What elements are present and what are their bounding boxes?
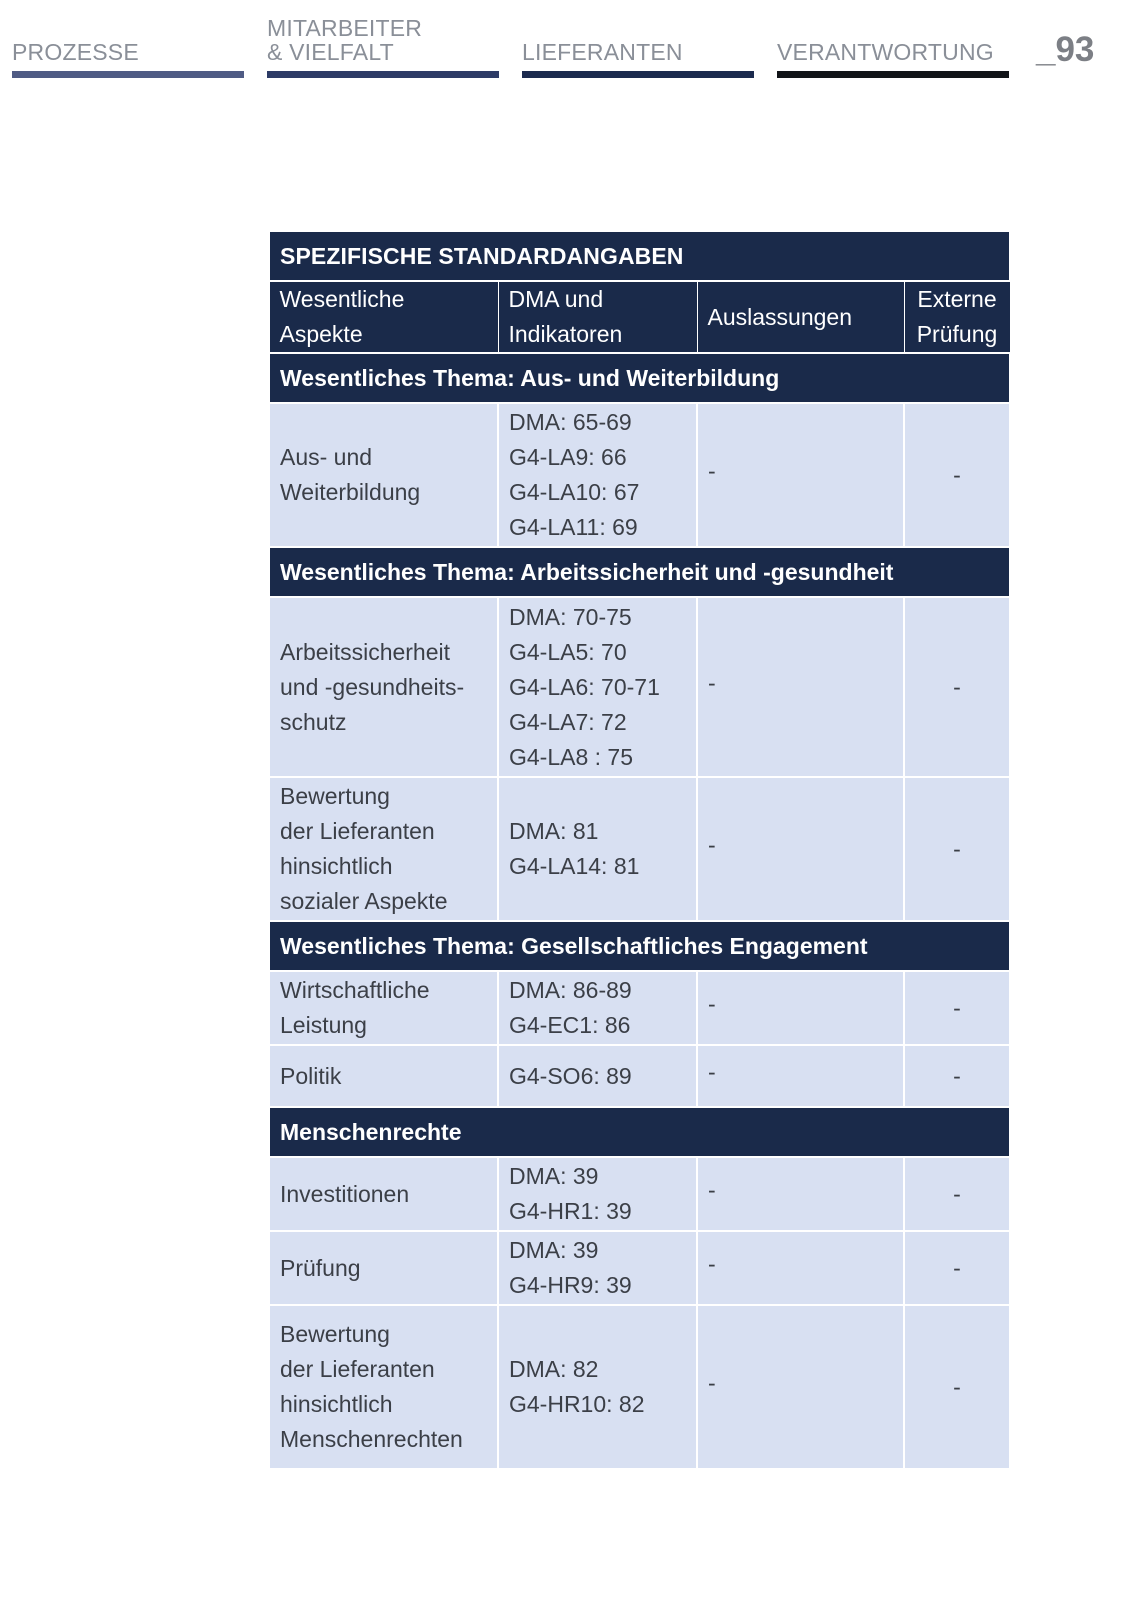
nav-tab-verantwortung[interactable] [777,0,1009,78]
column-header-aspects [269,281,498,353]
omissions-text: - [708,1176,716,1203]
nav-tab-bar [267,71,499,78]
column-header-label: DMA und Indikatoren [508,286,623,347]
aspect-text: Arbeitssicherheit und -gesundheits- schutz [280,638,465,735]
assurance-cell [904,403,1010,547]
nav-tab-prozesse[interactable] [12,0,244,78]
page-number: _93 [1036,30,1095,69]
indicators-text: DMA: 39 G4-HR9: 39 [509,1237,632,1298]
assurance-cell [904,777,1010,921]
omissions-text: - [708,1058,716,1085]
nav-tab-label: LIEFERANTEN [522,39,683,65]
aspect-cell [269,403,498,547]
aspect-cell [269,971,498,1045]
nav-tab-label: VERANTWORTUNG [777,39,994,65]
section-heading: Wesentliches Thema: Arbeitssicherheit und -gesundheit [269,547,1010,597]
column-header-indicators [498,281,697,353]
aspect-text: Aus- und Weiterbildung [280,444,421,505]
aspect-cell [269,1157,498,1231]
omissions-text: - [708,1369,716,1396]
assurance-cell [904,1045,1010,1107]
assurance-cell [904,1305,1010,1469]
indicators-text: DMA: 65-69 G4-LA9: 66 G4-LA10: 67 G4-LA11: 69 [509,409,640,540]
column-header-label: Wesentliche Aspekte [279,286,405,347]
aspect-text: Wirtschaftliche Leistung [280,977,430,1038]
aspect-cell [269,1045,498,1107]
indicators-text: DMA: 86-89 G4-EC1: 86 [509,977,632,1038]
aspect-text: Politik [280,1062,342,1089]
indicators-cell [498,1305,697,1469]
section-heading-row [269,1107,1010,1157]
nav-tab-bar [12,71,244,78]
assurance-text: - [953,1254,961,1281]
assurance-text: - [953,461,961,488]
table-row [269,1157,1010,1231]
omissions-cell [697,1157,904,1231]
table-row [269,597,1010,777]
omissions-text: - [708,1250,716,1277]
nav-tab-label: MITARBEITER & VIELFALT [267,15,423,65]
nav-tab-bar [777,71,1009,78]
assurance-text: - [953,673,961,700]
assurance-cell [904,597,1010,777]
indicators-text: DMA: 39 G4-HR1: 39 [509,1163,632,1224]
assurance-cell [904,971,1010,1045]
aspect-text: Bewertung der Lieferanten hinsichtlich Menschenrechten [280,1321,463,1452]
indicators-cell [498,1157,697,1231]
table-row [269,1045,1010,1107]
column-header-row [269,281,1010,353]
nav-tab-lieferanten[interactable] [522,0,754,78]
assurance-text: - [953,1373,961,1400]
omissions-cell [697,971,904,1045]
section-heading: Menschenrechte [269,1107,1010,1157]
omissions-text: - [708,457,716,484]
omissions-cell [697,597,904,777]
table-row [269,777,1010,921]
indicators-cell [498,971,697,1045]
indicators-text: DMA: 70-75 G4-LA5: 70 G4-LA6: 70-71 G4-LA7: 72 G4-LA8 : 75 [509,603,660,770]
indicators-cell [498,1045,697,1107]
indicators-text: DMA: 81 G4-LA14: 81 [509,818,640,879]
table-title-row [269,231,1010,281]
assurance-cell [904,1157,1010,1231]
assurance-text: - [953,1062,961,1089]
omissions-text: - [708,831,716,858]
aspect-cell [269,597,498,777]
omissions-cell [697,403,904,547]
aspect-text: Bewertung der Lieferanten hinsichtlich sozialer Aspekte [280,783,448,914]
aspect-cell [269,777,498,921]
table-row [269,403,1010,547]
aspect-cell [269,1305,498,1469]
section-heading-row [269,921,1010,971]
indicators-cell [498,1231,697,1305]
omissions-cell [697,777,904,921]
section-heading: Wesentliches Thema: Aus- und Weiterbildung [269,353,1010,403]
gri-standard-disclosures-table [268,230,1011,1470]
column-header-label: Auslassungen [707,303,852,330]
table-row [269,971,1010,1045]
indicators-cell [498,597,697,777]
section-heading-row [269,547,1010,597]
indicators-text: DMA: 82 G4-HR10: 82 [509,1356,645,1417]
aspect-cell [269,1231,498,1305]
indicators-cell [498,403,697,547]
aspect-text: Prüfung [280,1254,361,1281]
indicators-cell [498,777,697,921]
omissions-text: - [708,669,716,696]
indicators-text: G4-SO6: 89 [509,1062,632,1089]
assurance-text: - [953,835,961,862]
assurance-text: - [953,1180,961,1207]
column-header-assurance [904,281,1010,353]
omissions-text: - [708,990,716,1017]
table-row [269,1231,1010,1305]
aspect-text: Investitionen [280,1180,410,1207]
omissions-cell [697,1305,904,1469]
section-heading: Wesentliches Thema: Gesellschaftliches Engagement [269,921,1010,971]
column-header-omissions [697,281,904,353]
table-row [269,1305,1010,1469]
nav-tab-label: PROZESSE [12,39,139,65]
assurance-cell [904,1231,1010,1305]
nav-tab-mitarbeiter-vielfalt[interactable] [267,0,499,78]
omissions-cell [697,1231,904,1305]
omissions-cell [697,1045,904,1107]
column-header-label: Externe Prüfung [916,286,998,347]
nav-tab-bar [522,71,754,78]
chapter-navigation [0,0,1132,90]
table-title: SPEZIFISCHE STANDARDANGABEN [269,231,1010,281]
assurance-text: - [953,994,961,1021]
section-heading-row [269,353,1010,403]
